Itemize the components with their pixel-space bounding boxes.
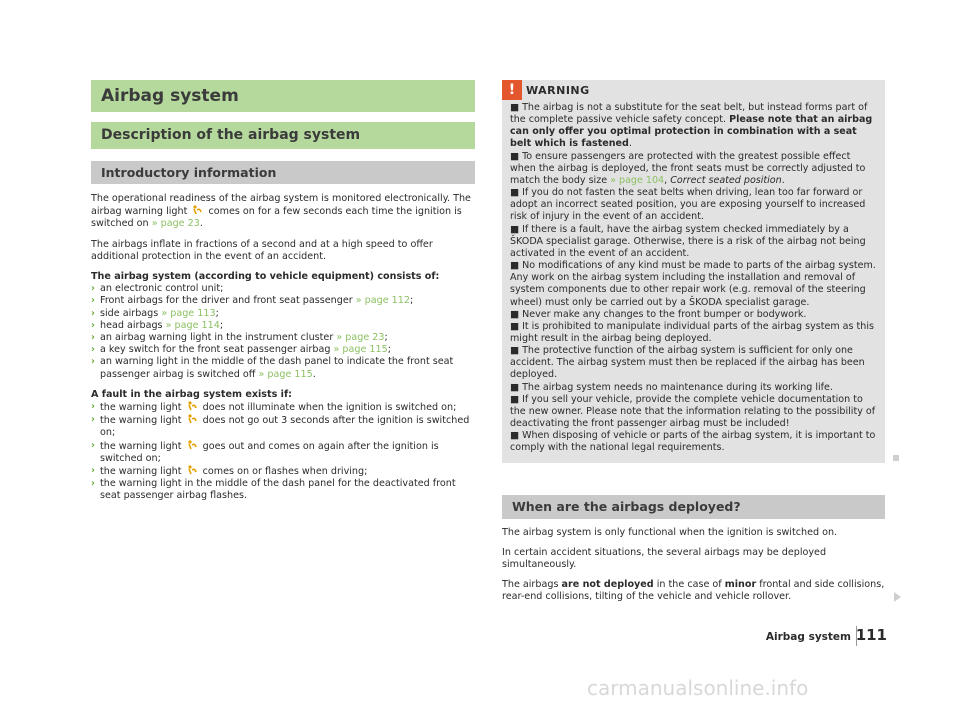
consists-list (91, 283, 475, 381)
right-column (502, 80, 885, 604)
subsection-title: Introductory information (91, 161, 475, 184)
list-item: › the warning light goes out and comes on again after the ignition is switched on; (91, 439, 439, 464)
page-link[interactable]: » page 112 (355, 295, 410, 307)
chapter-title: Airbag system (91, 80, 475, 112)
arrow-icon: › (91, 465, 95, 477)
page-link[interactable]: » page 115 (333, 344, 388, 356)
warning-item: ■ If you sell your vehicle, provide the complete vehicle documentation to the new owner. Please note that the information relating to the possibility of deactivating the front passenger airbag must be included! (510, 393, 876, 430)
list-item: › the warning light does not illuminate when the ignition is switched on; (91, 401, 457, 414)
page-footer (765, 626, 887, 646)
arrow-icon: › (91, 401, 95, 413)
list-item: › Front airbags for the driver and front seat passenger » page 112; (91, 295, 414, 307)
deploy-paragraph-3: The airbags are not deployed in the case of minor frontal and side collisions, rear-end collisions, tilting of the vehicle and vehicle rollover. (502, 579, 885, 603)
warning-item: ■ It is prohibited to manipulate individual parts of the airbag system as this might result in the airbag being deployed. (510, 320, 874, 344)
warning-item: ■ The protective function of the airbag system is sufficient for only one accident. The airbag system must then be replaced if the airbag has been deployed. (510, 345, 865, 381)
arrow-icon: › (91, 478, 95, 490)
page-link[interactable]: » page 114 (165, 319, 220, 331)
intro-paragraph-2: The airbags inflate in fractions of a second and at a high speed to offer additional protection in the event of an accident. (91, 238, 433, 262)
page-link[interactable]: » page 23 (336, 332, 385, 344)
consists-heading: The airbag system (according to vehicle equipment) consists of: (91, 271, 440, 283)
arrow-icon: › (91, 319, 95, 331)
arrow-icon: › (91, 414, 95, 426)
arrow-icon: › (91, 439, 95, 451)
warning-item: ■ No modifications of any kind must be made to parts of the airbag system. Any work on the airbag system including the installation and removal of system components due to other repair work (e.g. removal of the steering wheel) must only be carried out by a ŠKODA specialist garage. (510, 260, 876, 308)
warning-item: ■ When disposing of vehicle or parts of the airbag system, it is important to comply with the national legal requirements. (510, 430, 876, 454)
page-link[interactable]: » page 113 (161, 307, 216, 319)
list-item: › a key switch for the front seat passenger airbag » page 115; (91, 344, 391, 356)
warning-box (502, 80, 885, 463)
list-item: › an airbag warning light in the instrument cluster » page 23; (91, 332, 388, 344)
arrow-icon: › (91, 283, 95, 295)
continue-arrow-icon (894, 592, 901, 602)
warning-item: ■ The airbag system needs no maintenance during its working life. (510, 381, 833, 393)
list-item: › an electronic control unit; (91, 283, 224, 295)
footer-chapter-label: Airbag system (765, 631, 851, 643)
airbag-warning-icon (192, 205, 203, 215)
list-item: › the warning light does not go out 3 seconds after the ignition is switched on; (91, 414, 470, 439)
airbag-warning-icon (187, 401, 198, 411)
deploy-paragraph-2: In certain accident situations, the several airbags may be deployed simultaneously. (502, 546, 827, 570)
list-item: › the warning light in the middle of the dash panel for the deactivated front seat passenger airbag flashes. (91, 478, 456, 502)
deploy-heading: When are the airbags deployed? (502, 495, 885, 519)
warning-icon: ! (502, 80, 522, 100)
deploy-paragraph-1: The airbag system is only functional when the ignition is switched on. (502, 526, 838, 538)
intro-paragraph-1: The operational readiness of the airbag system is monitored electronically. The airbag warning light comes on for a few seconds each time the ignition is switched on » page 23. (91, 193, 471, 230)
warning-header (502, 80, 885, 100)
page-link[interactable]: » page 104 (610, 174, 665, 186)
warning-item: ■ Never make any changes to the front bumper or bodywork. (510, 308, 807, 320)
arrow-icon: › (91, 356, 95, 368)
list-item: › an warning light in the middle of the dash panel to indicate the front seat passenger airbag is switched off » page 115. (91, 356, 454, 380)
list-item: › side airbags » page 113; (91, 307, 219, 319)
arrow-icon: › (91, 295, 95, 307)
page-number: 111 (855, 626, 887, 644)
left-column (91, 80, 475, 503)
warning-item: ■ The airbag is not a substitute for the seat belt, but instead forms part of the complete passive vehicle safety concept. Please note that an airbag can only offer you optimal protection in combination with a seat belt which is fastened. (510, 102, 873, 150)
fault-heading: A fault in the airbag system exists if: (91, 388, 292, 400)
section-end-marker (893, 455, 899, 461)
airbag-warning-icon (187, 414, 198, 424)
warning-item: ■ If you do not fasten the seat belts when driving, lean too far forward or adopt an incorrect seated position, you are exposing yourself to increased risk of injury in the event of an accident. (510, 187, 866, 223)
fault-list (91, 401, 475, 503)
warning-item: ■ If there is a fault, have the airbag system checked immediately by a ŠKODA specialist garage. Otherwise, there is a risk of the airbag not being activated in the event of an accident. (510, 223, 866, 259)
deploy-body (502, 527, 885, 604)
section-title: Description of the airbag system (91, 122, 475, 149)
warning-item: ■ To ensure passengers are protected with the greatest possible effect when the airbag is deployed, the front seats must be correctly adjusted to match the body size » page 104, Correct seated position. (510, 150, 866, 186)
list-item: › the warning light comes on or flashes when driving; (91, 465, 368, 478)
page-link[interactable]: » page 115 (258, 368, 313, 380)
arrow-icon: › (91, 344, 95, 356)
arrow-icon: › (91, 332, 95, 344)
watermark: carmanualsonline.info (587, 676, 809, 700)
warning-title: WARNING (526, 84, 590, 97)
list-item: › head airbags » page 114; (91, 319, 224, 331)
airbag-warning-icon (187, 440, 198, 450)
airbag-warning-icon (187, 465, 198, 475)
arrow-icon: › (91, 307, 95, 319)
warning-body (502, 100, 885, 455)
page-link[interactable]: » page 23 (151, 218, 200, 230)
